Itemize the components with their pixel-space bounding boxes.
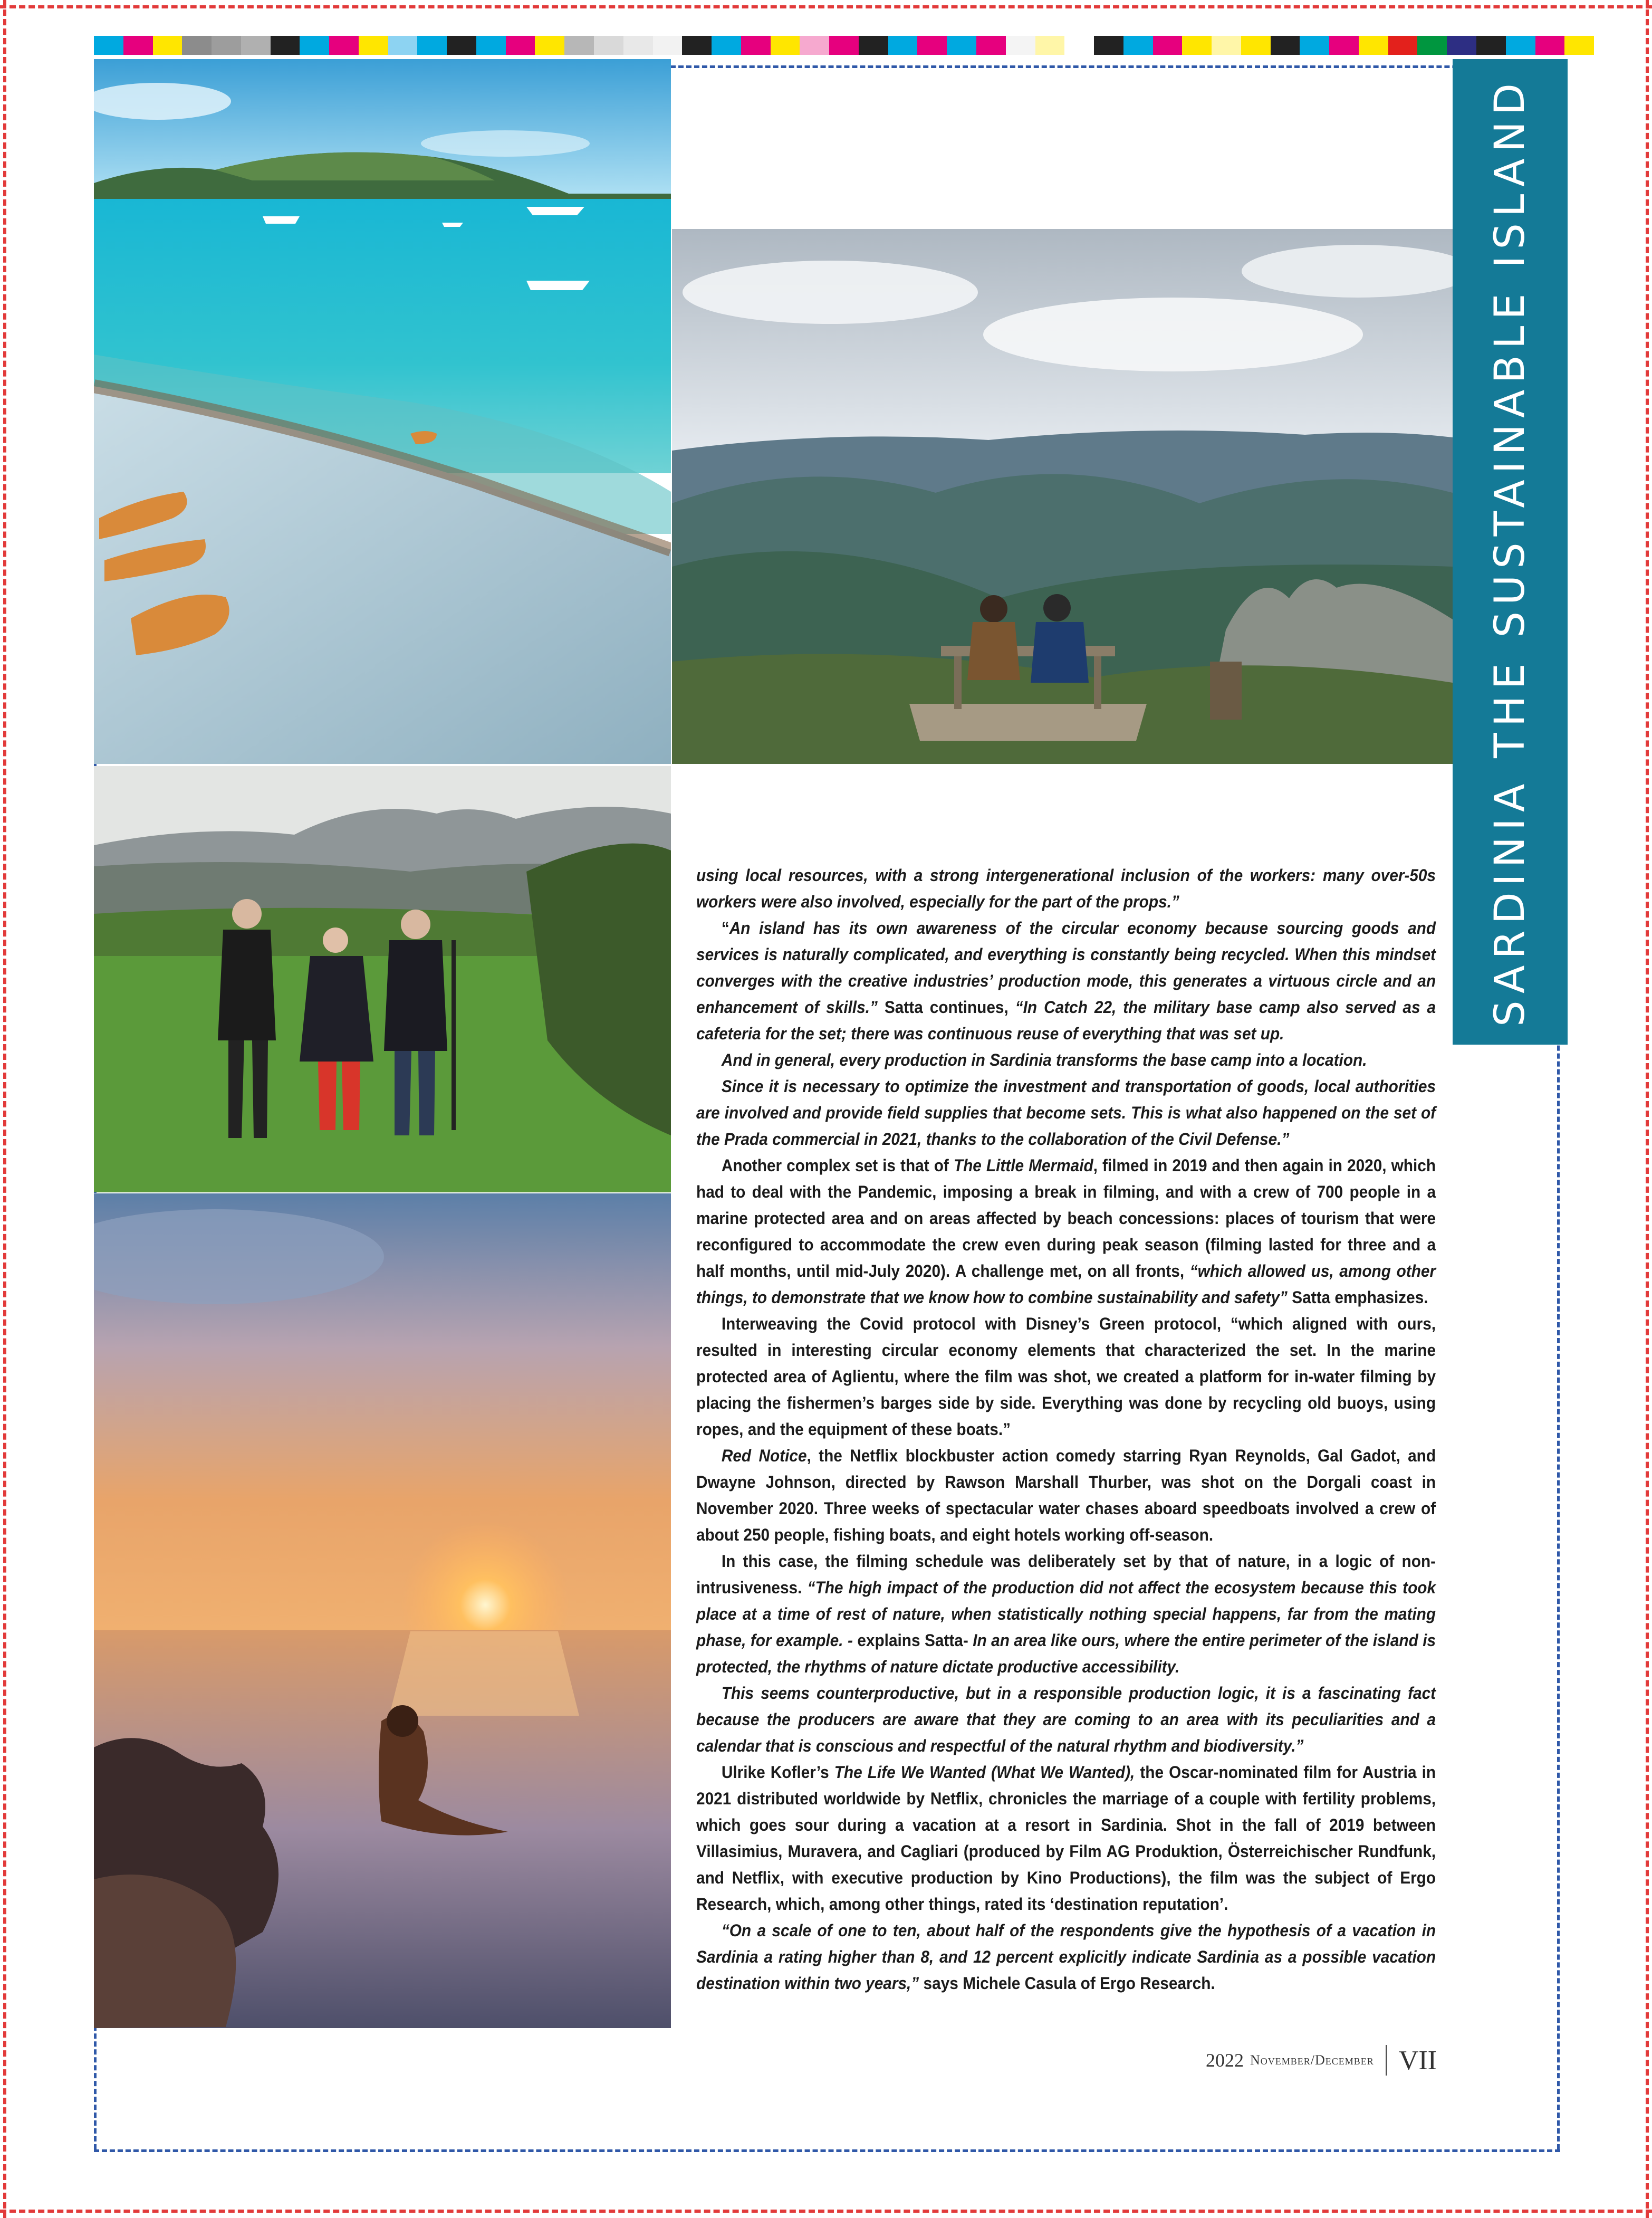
text-run: Satta continues, xyxy=(877,998,1015,1017)
article-paragraph xyxy=(696,1548,1436,1680)
text-run: In this case, the filming schedule was deliberately set by that of nature, in a logic of non-intrusiveness. xyxy=(696,1552,1436,1597)
text-run: Satta emphasizes. xyxy=(1287,1288,1428,1307)
folio-issue: November/December xyxy=(1250,2052,1374,2068)
section-title: SARDINIA THE SUSTAINABLE ISLAND xyxy=(1486,77,1534,1027)
article-paragraph xyxy=(696,862,1436,915)
layout-guide-bottom xyxy=(94,2149,1560,2152)
trim-mark-bottom xyxy=(0,2210,1652,2213)
article-paragraph xyxy=(696,915,1436,1047)
italic-text-run: “which allowed us, among other things, to demonstrate that we know how to combine sustainability and safety” xyxy=(696,1261,1436,1307)
italic-text-run: This seems counterproductive, but in a responsible production logic, it is a fascinating fact because the producers are aware that they are coming to an area with its peculiarities and a calendar that is conscious and respectful of the natural rhythm and biodiversity.” xyxy=(696,1684,1436,1755)
italic-text-run: And in general, every production in Sardinia transforms the base camp into a location. xyxy=(721,1050,1367,1069)
italic-text-run: An island has its own awareness of the circular economy because sourcing goods and services is naturally complicated, and everything is constantly being recycled. When this mindset converges with the creative industries’ production mode, this generates a virtuous circle and an enhancement of skills.” xyxy=(696,919,1436,1017)
italic-text-run: “In Catch 22, the military base camp also served as a cafeteria for the set; there was continuous reuse of everything that was set up. xyxy=(696,998,1436,1043)
text-run: , the Netflix blockbuster action comedy starring Ryan Reynolds, Gal Gadot, and Dwayne Johnson, directed by Rawson Marshall Thurber, was shot on the Dorgali coast in November 2020. Three weeks of spectacular water chases aboard speedboats involved a crew of about 250 people, fishing boats, and eight hotels working off-season. xyxy=(696,1446,1436,1544)
color-registration-bar xyxy=(94,36,1624,55)
trim-mark-right xyxy=(1646,0,1649,2218)
italic-text-run: “On a scale of one to ten, about half of the respondents give the hypothesis of a vacation in Sardinia a rating higher than 8, and 12 percent explicitly indicate Sardinia as a possible vacation destination within two years,” xyxy=(696,1921,1436,1993)
trim-mark-top xyxy=(0,5,1652,8)
article-paragraph xyxy=(696,1073,1436,1152)
beach-boats-photo xyxy=(94,59,671,764)
article-paragraph xyxy=(696,1917,1436,1996)
text-run: Ulrike Kofler’s xyxy=(721,1763,834,1782)
hikers-bench-photo xyxy=(672,229,1453,764)
mermaid-sunset-photo xyxy=(94,1193,671,2028)
italic-text-run: In an area like ours, where the entire perimeter of the island is protected, the rhythms of nature dictate productive accessibility. xyxy=(696,1631,1436,1676)
article-paragraph xyxy=(696,1442,1436,1548)
folio-year: 2022 xyxy=(1206,2050,1244,2071)
article-paragraph xyxy=(696,1759,1436,1917)
italic-text-run: using local resources, with a strong intergenerational inclusion of the workers: many over-50s workers were also involved, especially for the part of the props.” xyxy=(696,866,1436,911)
text-run: the Oscar-nominated film for Austria in 2021 distributed worldwide by Netflix, chronicles the marriage of a couple with fertility problems, which goes sour during a vacation at a resort in Sardinia. Shot in the fall of 2019 between Villasimius, Muravera, and Cagliari (produced by Film AG Produktion, Österreichischer Rundfunk, and Netflix, with executive production by Kino Productions), the film was the subject of Ergo Research, which, among other things, rated its ‘destination reputation’. xyxy=(696,1763,1436,1914)
article-paragraph xyxy=(696,1680,1436,1759)
text-run: Interweaving the Covid protocol with Disney’s Green protocol, “which aligned with ours, resulted in interesting circular economy elements that characterized the set. In the marine protected area of Aglientu, where the film was shot, we created a platform for in-water filming by placing the fishermen’s barges side by side. Everything was done by recycling old buoys, using ropes, and the equipment of these boats.” xyxy=(696,1314,1436,1439)
page-number: VII xyxy=(1398,2045,1437,2076)
trim-mark-left xyxy=(3,0,6,2218)
italic-text-run: Since it is necessary to optimize the investment and transportation of goods, local authorities are involved and provide field supplies that become sets. This is what also happened on the set of the Prada commercial in 2021, thanks to the collaboration of the Civil Defense.” xyxy=(696,1077,1436,1149)
article-body xyxy=(696,862,1436,1996)
folio-divider xyxy=(1386,2045,1387,2076)
text-run: , filmed in 2019 and then again in 2020, which had to deal with the Pandemic, imposing a break in filming, and with a crew of 700 people in a marine protected area and on areas affected by beach concessions: places of tourism that were reconfigured to accommodate the crew even during peak season (filming lasted for three and a half months, until mid-July 2020). A challenge met, on all fronts, xyxy=(696,1156,1436,1280)
text-run: explains Satta- xyxy=(857,1631,973,1650)
section-title-band xyxy=(1453,59,1568,1045)
page-folio xyxy=(1206,2042,1437,2079)
italic-text-run: Red Notice xyxy=(721,1446,807,1465)
text-run: says Michele Casula of Ergo Research. xyxy=(919,1974,1215,1993)
text-run: Another complex set is that of xyxy=(721,1156,954,1175)
article-paragraph xyxy=(696,1152,1436,1311)
article-paragraph xyxy=(696,1047,1436,1073)
italic-text-run: The Little Mermaid xyxy=(953,1156,1093,1175)
crew-meadow-photo xyxy=(94,766,671,1192)
italic-text-run: The Life We Wanted (What We Wanted), xyxy=(834,1763,1135,1782)
italic-text-run: “The high impact of the production did not affect the ecosystem because this took place at a time of rest of nature, when statistically nothing special happens, far from the mating phase, for example. - xyxy=(696,1578,1436,1650)
text-run: “ xyxy=(721,919,729,938)
article-paragraph xyxy=(696,1311,1436,1442)
